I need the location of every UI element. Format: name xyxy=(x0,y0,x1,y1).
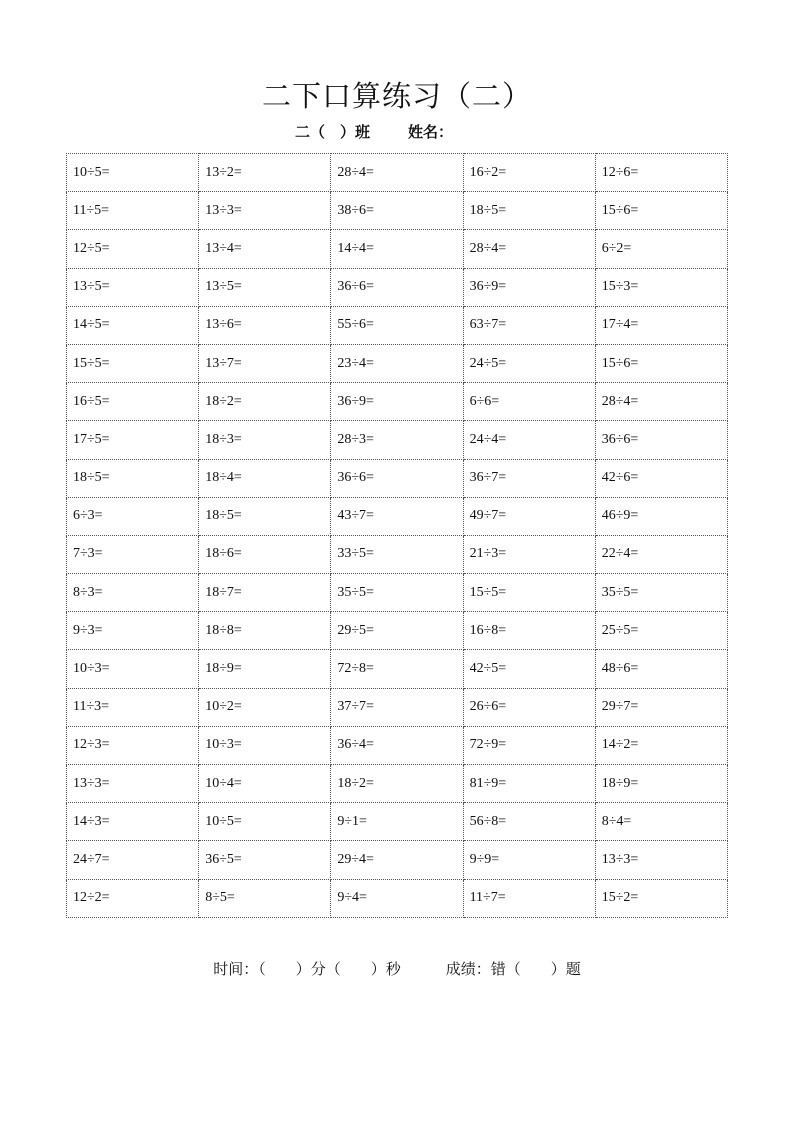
problem-cell: 25÷5= xyxy=(595,612,727,650)
problem-cell: 22÷4= xyxy=(595,535,727,573)
problem-cell: 18÷5= xyxy=(67,459,199,497)
problem-cell: 36÷4= xyxy=(331,726,463,764)
problem-cell: 10÷2= xyxy=(199,688,331,726)
problem-cell: 35÷5= xyxy=(331,574,463,612)
problem-cell: 11÷3= xyxy=(67,688,199,726)
problem-cell: 18÷2= xyxy=(199,383,331,421)
problem-cell: 16÷8= xyxy=(463,612,595,650)
problem-cell: 28÷4= xyxy=(463,230,595,268)
problem-cell: 36÷5= xyxy=(199,841,331,879)
problem-cell: 14÷4= xyxy=(331,230,463,268)
problem-cell: 14÷3= xyxy=(67,803,199,841)
problem-cell: 11÷5= xyxy=(67,192,199,230)
problem-cell: 13÷3= xyxy=(67,765,199,803)
problem-cell: 33÷5= xyxy=(331,535,463,573)
problem-cell: 15÷6= xyxy=(595,192,727,230)
problem-cell: 24÷7= xyxy=(67,841,199,879)
problem-cell: 15÷2= xyxy=(595,879,727,917)
problem-cell: 6÷2= xyxy=(595,230,727,268)
class-label: 二（ ）班 xyxy=(295,123,371,141)
problem-row xyxy=(67,726,728,764)
problem-row xyxy=(67,306,728,344)
problem-row xyxy=(67,803,728,841)
problem-cell: 6÷6= xyxy=(463,383,595,421)
problem-cell: 48÷6= xyxy=(595,650,727,688)
problem-cell: 17÷5= xyxy=(67,421,199,459)
problem-cell: 16÷5= xyxy=(67,383,199,421)
problem-row xyxy=(67,268,728,306)
problem-cell: 18÷9= xyxy=(199,650,331,688)
problem-cell: 24÷5= xyxy=(463,344,595,382)
problem-cell: 13÷4= xyxy=(199,230,331,268)
problem-cell: 7÷3= xyxy=(67,535,199,573)
problem-cell: 17÷4= xyxy=(595,306,727,344)
problem-cell: 49÷7= xyxy=(463,497,595,535)
problem-cell: 36÷7= xyxy=(463,459,595,497)
problem-cell: 10÷4= xyxy=(199,765,331,803)
problem-cell: 18÷9= xyxy=(595,765,727,803)
problem-grid xyxy=(66,153,728,918)
problem-cell: 36÷9= xyxy=(331,383,463,421)
problem-cell: 37÷7= xyxy=(331,688,463,726)
problem-row xyxy=(67,383,728,421)
problem-row xyxy=(67,154,728,192)
problem-cell: 12÷3= xyxy=(67,726,199,764)
problem-cell: 12÷2= xyxy=(67,879,199,917)
problem-row xyxy=(67,230,728,268)
problem-cell: 9÷4= xyxy=(331,879,463,917)
problem-cell: 72÷8= xyxy=(331,650,463,688)
problem-cell: 18÷8= xyxy=(199,612,331,650)
problem-cell: 13÷3= xyxy=(595,841,727,879)
problem-cell: 18÷5= xyxy=(463,192,595,230)
problem-cell: 8÷5= xyxy=(199,879,331,917)
problem-row xyxy=(67,650,728,688)
problem-cell: 18÷4= xyxy=(199,459,331,497)
problem-cell: 10÷3= xyxy=(199,726,331,764)
problem-cell: 13÷3= xyxy=(199,192,331,230)
problem-cell: 15÷5= xyxy=(463,574,595,612)
problem-cell: 63÷7= xyxy=(463,306,595,344)
problem-cell: 42÷5= xyxy=(463,650,595,688)
name-label: 姓名： xyxy=(408,123,454,141)
problem-cell: 36÷6= xyxy=(331,268,463,306)
problem-cell: 18÷6= xyxy=(199,535,331,573)
problem-row xyxy=(67,421,728,459)
problem-cell: 13÷7= xyxy=(199,344,331,382)
problem-cell: 29÷4= xyxy=(331,841,463,879)
problem-cell: 36÷6= xyxy=(331,459,463,497)
problem-row xyxy=(67,841,728,879)
problem-cell: 8÷3= xyxy=(67,574,199,612)
problem-row xyxy=(67,459,728,497)
problem-cell: 21÷3= xyxy=(463,535,595,573)
problem-cell: 42÷6= xyxy=(595,459,727,497)
problem-cell: 12÷6= xyxy=(595,154,727,192)
problem-cell: 13÷5= xyxy=(67,268,199,306)
problem-cell: 9÷9= xyxy=(463,841,595,879)
problem-cell: 11÷7= xyxy=(463,879,595,917)
problem-cell: 15÷6= xyxy=(595,344,727,382)
problem-cell: 14÷2= xyxy=(595,726,727,764)
problem-cell: 23÷4= xyxy=(331,344,463,382)
page-title: 二下口算练习（二） xyxy=(261,79,532,113)
problem-cell: 12÷5= xyxy=(67,230,199,268)
problem-cell: 13÷5= xyxy=(199,268,331,306)
problem-cell: 16÷2= xyxy=(463,154,595,192)
problem-cell: 72÷9= xyxy=(463,726,595,764)
problem-cell: 55÷6= xyxy=(331,306,463,344)
problem-cell: 13÷6= xyxy=(199,306,331,344)
problem-cell: 29÷5= xyxy=(331,612,463,650)
problem-row xyxy=(67,688,728,726)
problem-cell: 10÷3= xyxy=(67,650,199,688)
problem-grid-body xyxy=(67,154,728,918)
problem-cell: 15÷5= xyxy=(67,344,199,382)
problem-cell: 46÷9= xyxy=(595,497,727,535)
problem-row xyxy=(67,497,728,535)
problem-row xyxy=(67,765,728,803)
problem-row xyxy=(67,612,728,650)
problem-cell: 18÷5= xyxy=(199,497,331,535)
problem-cell: 9÷1= xyxy=(331,803,463,841)
problem-row xyxy=(67,535,728,573)
problem-cell: 18÷2= xyxy=(331,765,463,803)
problem-cell: 43÷7= xyxy=(331,497,463,535)
problem-cell: 35÷5= xyxy=(595,574,727,612)
problem-row xyxy=(67,192,728,230)
problem-cell: 18÷7= xyxy=(199,574,331,612)
problem-cell: 36÷6= xyxy=(595,421,727,459)
problem-cell: 10÷5= xyxy=(199,803,331,841)
problem-cell: 26÷6= xyxy=(463,688,595,726)
problem-cell: 14÷5= xyxy=(67,306,199,344)
problem-row xyxy=(67,879,728,917)
problem-cell: 9÷3= xyxy=(67,612,199,650)
problem-cell: 24÷4= xyxy=(463,421,595,459)
problem-cell: 36÷9= xyxy=(463,268,595,306)
problem-cell: 28÷3= xyxy=(331,421,463,459)
problem-cell: 13÷2= xyxy=(199,154,331,192)
problem-cell: 29÷7= xyxy=(595,688,727,726)
problem-cell: 15÷3= xyxy=(595,268,727,306)
problem-cell: 81÷9= xyxy=(463,765,595,803)
problem-row xyxy=(67,574,728,612)
problem-cell: 38÷6= xyxy=(331,192,463,230)
problem-cell: 56÷8= xyxy=(463,803,595,841)
problem-row xyxy=(67,344,728,382)
problem-cell: 6÷3= xyxy=(67,497,199,535)
problem-cell: 8÷4= xyxy=(595,803,727,841)
footer-time-score: 时间：（ ）分（ ）秒 成绩：错（ ）题 xyxy=(213,960,581,978)
problem-cell: 28÷4= xyxy=(331,154,463,192)
problem-cell: 28÷4= xyxy=(595,383,727,421)
problem-cell: 18÷3= xyxy=(199,421,331,459)
problem-cell: 10÷5= xyxy=(67,154,199,192)
